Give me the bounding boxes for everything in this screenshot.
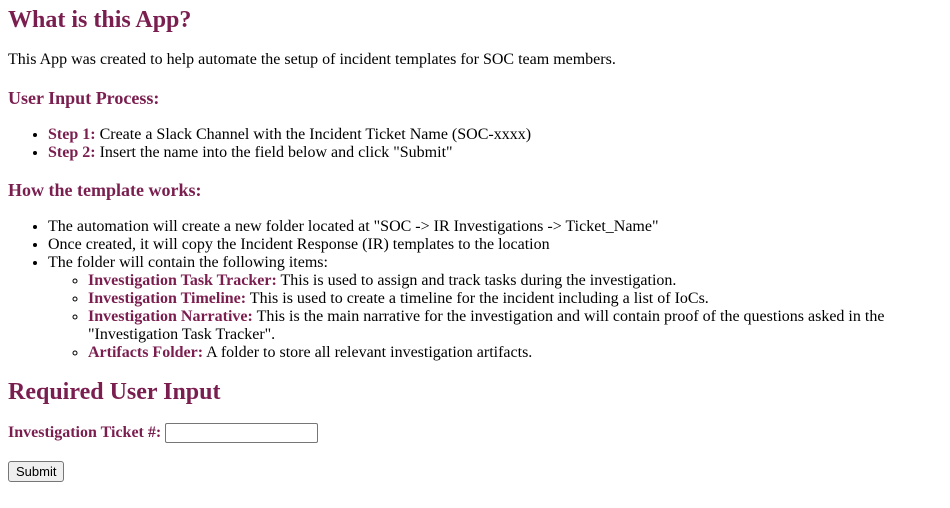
how-template-works-heading: How the template works: — [8, 180, 202, 200]
how-it-works-list — [8, 218, 942, 362]
step-label: Step 1: — [48, 126, 96, 143]
folder-item — [88, 344, 942, 362]
list-item-text: The folder will contain the following items: — [48, 254, 328, 271]
folder-item-label: Investigation Timeline: — [88, 290, 247, 307]
required-input-heading: Required User Input — [8, 379, 221, 405]
user-input-process-heading: User Input Process: — [8, 88, 160, 108]
folder-item-text: This is the main narrative for the investigation and will contain proof of the questions asked in the "Investigation Task Tracker". — [88, 308, 885, 343]
step-item — [48, 126, 942, 144]
list-item — [48, 254, 942, 362]
ticket-form-row — [8, 422, 942, 444]
intro-text: This App was created to help automate the setup of incident templates for SOC team members. — [8, 51, 616, 68]
step-text: Insert the name into the field below and click "Submit" — [95, 144, 453, 161]
folder-items-list — [48, 272, 942, 362]
page-title: What is this App? — [8, 7, 192, 33]
folder-item-label: Investigation Task Tracker: — [88, 272, 277, 289]
ticket-label: Investigation Ticket #: — [8, 424, 162, 441]
folder-item-label: Artifacts Folder: — [88, 344, 204, 361]
folder-item — [88, 272, 942, 290]
step-label: Step 2: — [48, 144, 96, 161]
list-item: • The automation will create a new folder located at "SOC -> IR Investigations -> Ticket_Name" — [48, 218, 942, 236]
step-item — [48, 144, 942, 162]
ticket-input[interactable] — [165, 423, 318, 443]
folder-item-text: This is used to create a timeline for the incident including a list of IoCs. — [246, 290, 709, 307]
folder-item-label: Investigation Narrative: — [88, 308, 253, 325]
submit-button[interactable]: Submit — [8, 461, 64, 482]
folder-item-text: This is used to assign and track tasks during the investigation. — [276, 272, 677, 289]
list-item: • Once created, it will copy the Incident Response (IR) templates to the location — [48, 236, 942, 254]
folder-item-text: A folder to store all relevant investigation artifacts. — [203, 344, 533, 361]
steps-list — [8, 126, 942, 162]
folder-item — [88, 308, 942, 344]
step-text: Create a Slack Channel with the Incident Ticket Name (SOC-xxxx) — [95, 126, 532, 143]
folder-item — [88, 290, 942, 308]
